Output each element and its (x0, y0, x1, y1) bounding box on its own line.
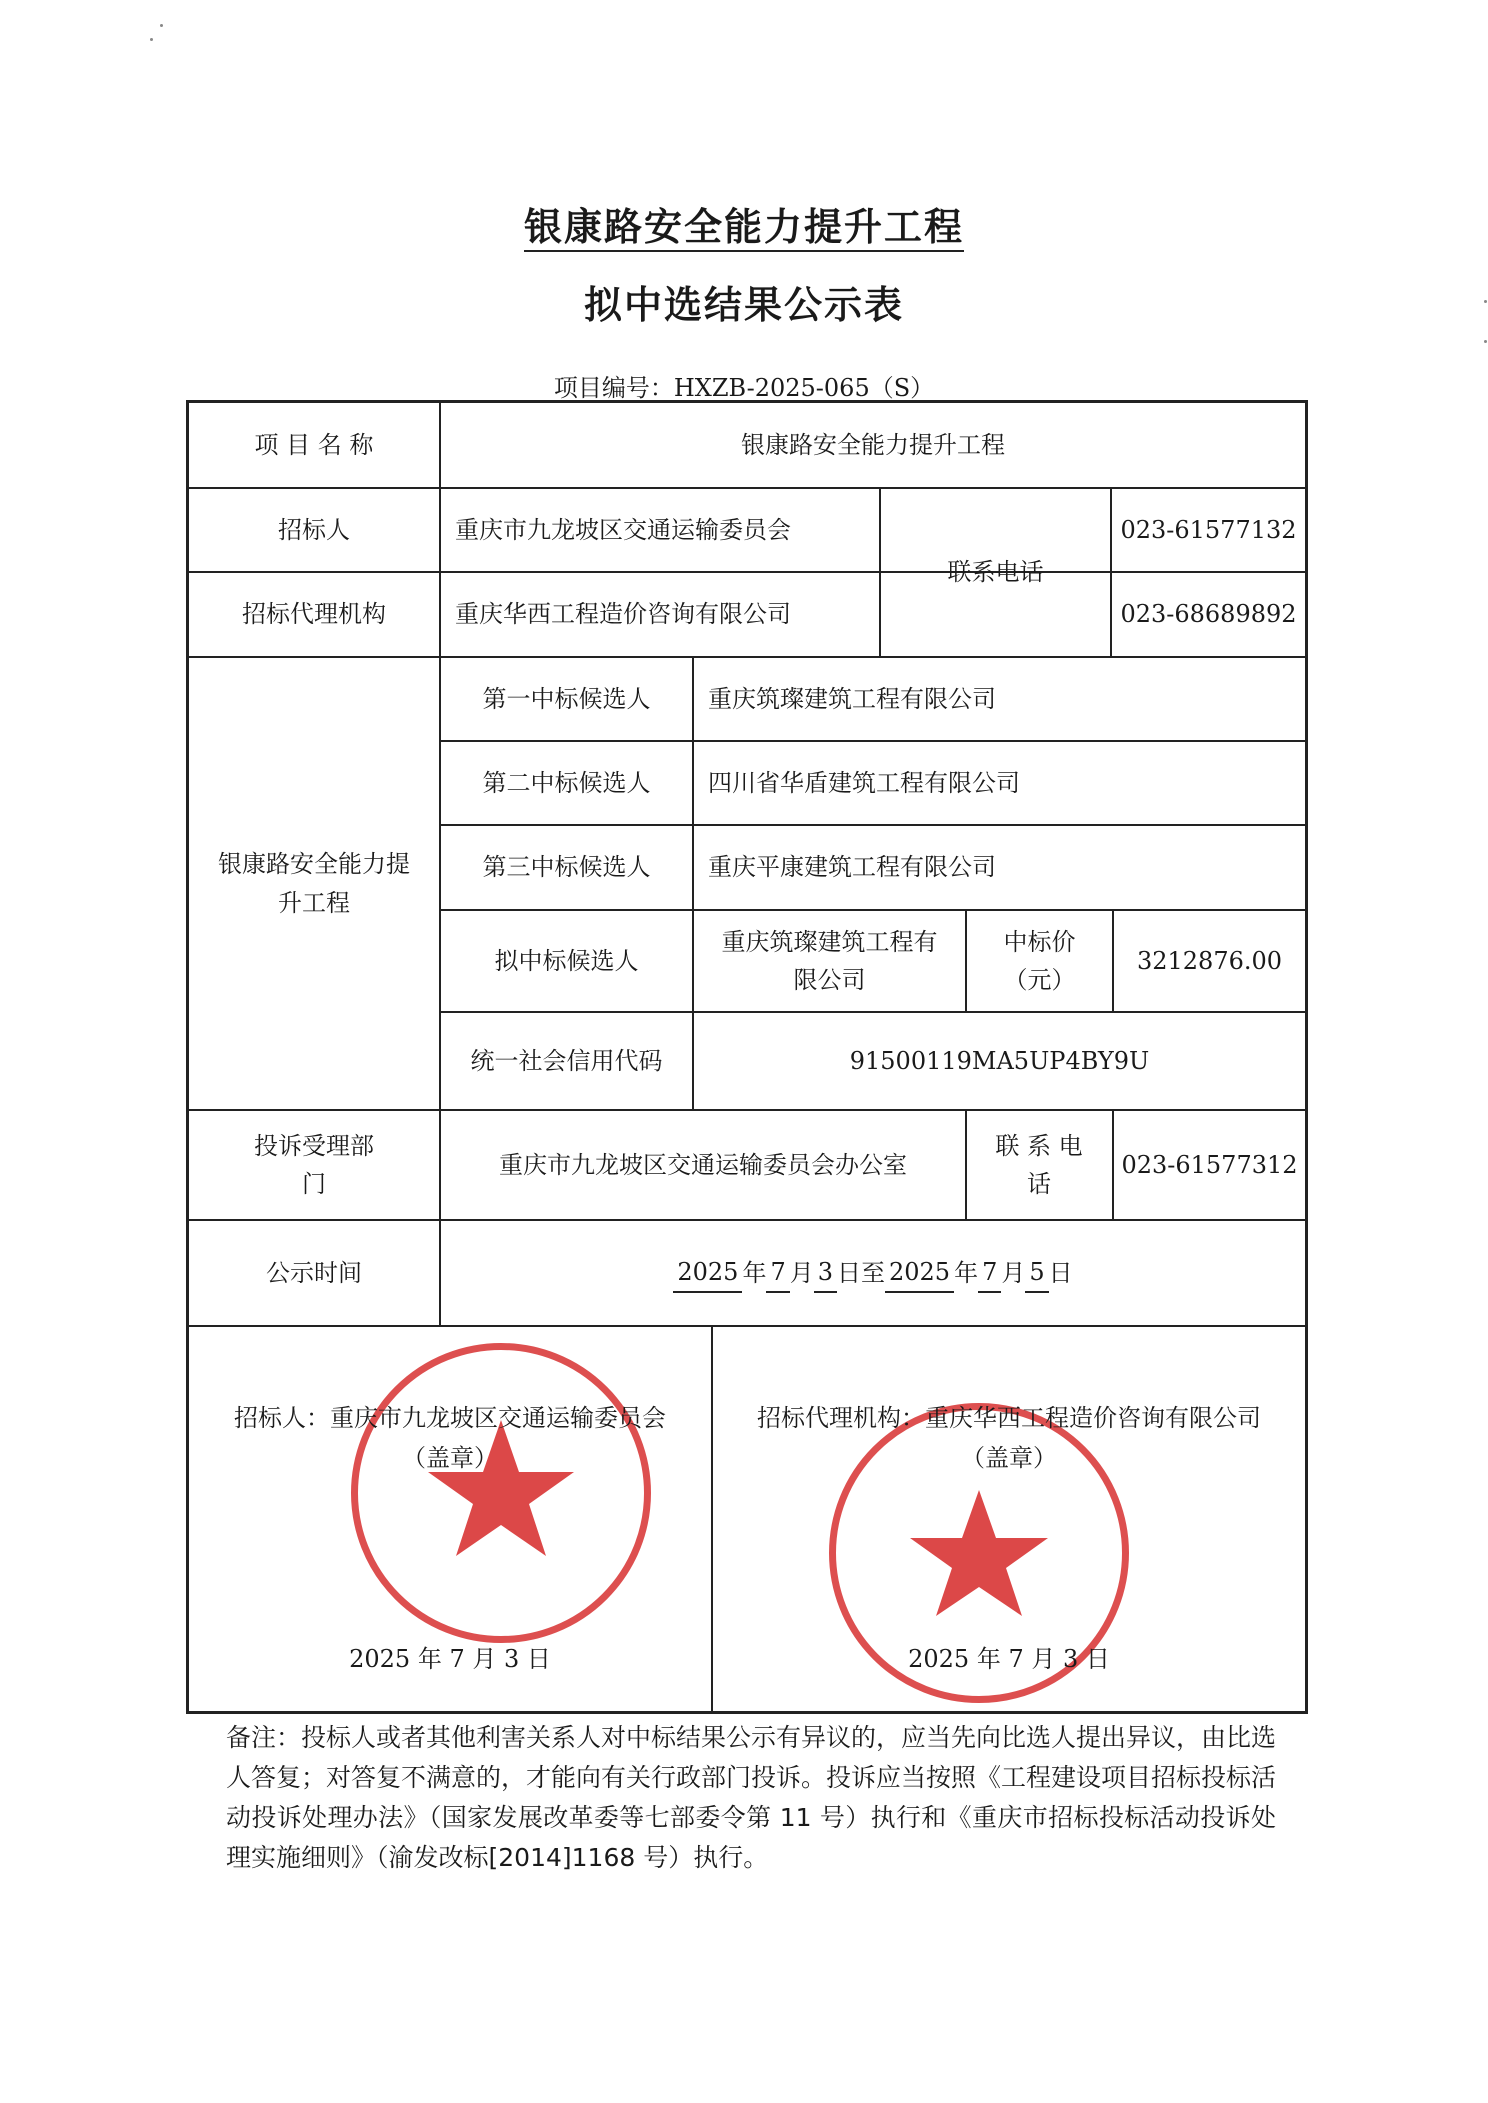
tenderer-phone: 023-61577132 (1120, 515, 1297, 544)
credit-code-value: 91500119MA5UP4BY9U (849, 1046, 1150, 1075)
end-month: 7 (978, 1253, 1001, 1293)
tenderer-stamp-note: （盖章） (402, 1443, 498, 1472)
tenderer-value: 重庆市九龙坡区交通运输委员会 (455, 515, 791, 544)
start-year: 2025 (673, 1253, 742, 1293)
bid-price-value: 3212876.00 (1136, 946, 1283, 975)
remarks-note: 备注：投标人或者其他利害关系人对中标结果公示有异议的，应当先向比选人提出异议，由比选人答复；对答复不满意的，才能向有关行政部门投诉。投诉应当按照《工程建设项目招标投标活动投诉处理办法》（国家发展改革委等七部委令第 11 号）执行和《重庆市招标投标活动投诉处理实施细则》（渝发改标[2014]1168 号）执行。 (226, 1723, 1277, 1872)
tenderer-label: 招标人 (278, 515, 350, 544)
agency-phone: 023-68689892 (1120, 600, 1297, 629)
candidate-2-name: 四川省华盾建筑工程有限公司 (708, 768, 1020, 797)
tenderer-sign-date: 2025 年 7 月 3 日 (349, 1644, 551, 1673)
agency-sign-date: 2025 年 7 月 3 日 (908, 1644, 1110, 1673)
candidate-3-label: 第三中标候选人 (482, 853, 651, 882)
project-name-value: 银康路安全能力提升工程 (741, 430, 1005, 459)
candidate-3-name: 重庆平康建筑工程有限公司 (708, 853, 996, 882)
contact-phone-label: 联系电话 (947, 558, 1044, 587)
month-unit: 月 (1001, 1258, 1026, 1287)
candidate-1-label: 第一中标候选人 (482, 684, 651, 713)
section-label: 银康路安全能力提升工程 (218, 850, 410, 917)
agency-stamp-note: （盖章） (961, 1443, 1057, 1472)
document-title: 银康路安全能力提升工程 (0, 196, 1488, 251)
bid-price-label: 中标价（元） (1003, 927, 1076, 994)
result-table (186, 400, 1308, 1714)
agency-value: 重庆华西工程造价咨询有限公司 (455, 600, 791, 629)
project-number-value: HXZB-2025-065（S） (673, 374, 935, 402)
credit-code-label: 统一社会信用代码 (470, 1046, 663, 1075)
agency-label: 招标代理机构 (242, 600, 386, 629)
start-day: 3 (814, 1253, 837, 1293)
start-month: 7 (766, 1253, 789, 1293)
candidate-1-name: 重庆筑璨建筑工程有限公司 (708, 684, 996, 713)
complaint-phone-value: 023-61577312 (1121, 1150, 1298, 1179)
project-number (0, 368, 1488, 403)
tenderer-official-seal (351, 1343, 651, 1643)
candidate-2-label: 第二中标候选人 (482, 768, 651, 797)
month-unit: 月 (789, 1258, 814, 1287)
agency-signature-line: 招标代理机构：重庆华西工程造价咨询有限公司 (757, 1403, 1261, 1432)
tenderer-signature-line: 招标人：重庆市九龙坡区交通运输委员会 (234, 1403, 666, 1432)
proposed-candidate-label: 拟中标候选人 (494, 946, 639, 975)
day-unit: 日 (837, 1258, 861, 1287)
to-word: 至 (861, 1258, 885, 1287)
end-day: 5 (1025, 1253, 1048, 1293)
proposed-candidate-name: 重庆筑璨建筑工程有限公司 (721, 927, 938, 994)
complaint-dept-label: 投诉受理部门 (254, 1131, 374, 1198)
year-unit: 年 (742, 1258, 767, 1287)
document-subtitle: 拟中选结果公示表 (583, 283, 904, 327)
day-unit: 日 (1048, 1258, 1073, 1287)
publicity-period (441, 1221, 1305, 1325)
year-unit: 年 (954, 1258, 979, 1287)
end-year: 2025 (885, 1253, 954, 1293)
complaint-dept-value: 重庆市九龙坡区交通运输委员会办公室 (499, 1150, 907, 1179)
project-number-label: 项目编号： (553, 374, 674, 402)
publicity-label: 公示时间 (266, 1258, 362, 1287)
project-name-label: 项 目 名 称 (254, 430, 374, 459)
complaint-phone-label: 联 系 电 话 (995, 1131, 1083, 1198)
